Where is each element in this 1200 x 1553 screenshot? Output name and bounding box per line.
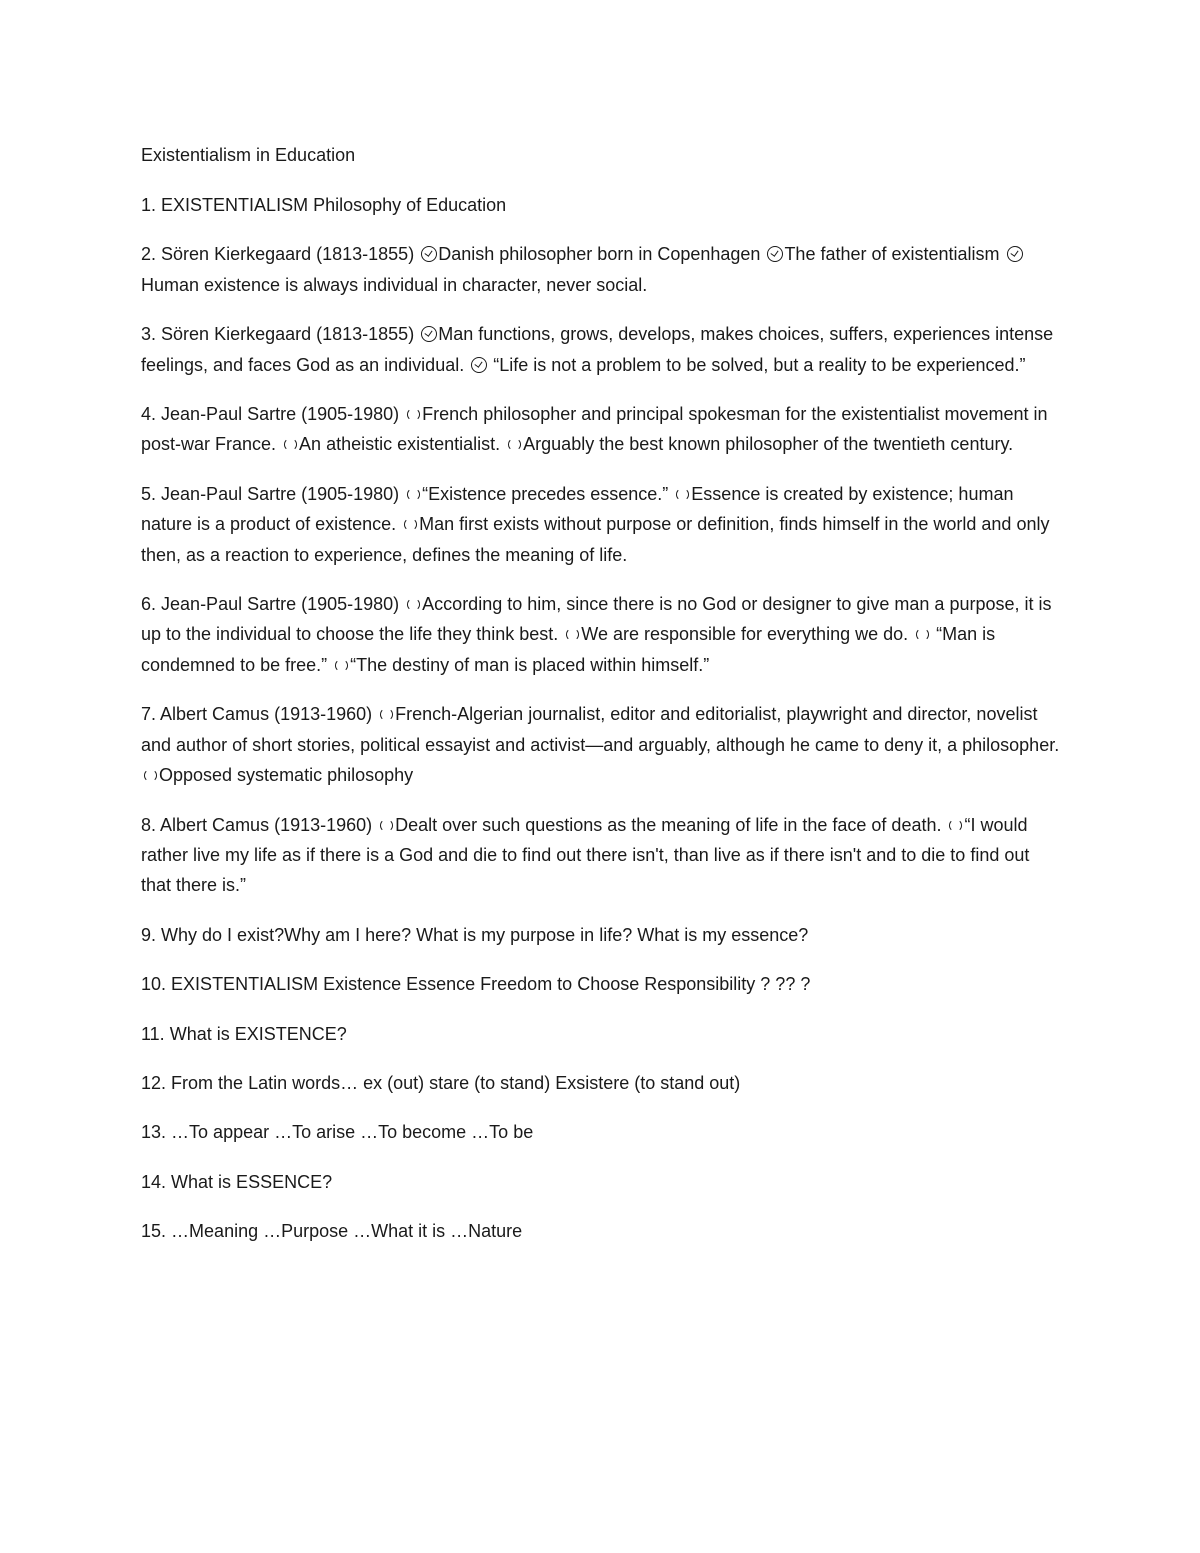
item-text: Albert Camus (1913-1960) (160, 704, 378, 725)
item-number: 10. (141, 974, 167, 995)
cycle-bullet-icon (916, 628, 929, 641)
item-number: 4. (141, 404, 157, 425)
list-item (141, 319, 1061, 380)
item-text: Why do I exist?Why am I here? What is my purpose in life? What is my essence? (161, 924, 809, 945)
item-text: Dealt over such questions as the meaning of life in the face of death. (395, 814, 947, 835)
item-text: “Existence precedes essence.” (422, 483, 674, 504)
cycle-bullet-icon (407, 598, 420, 611)
list-item (141, 699, 1061, 790)
list-item (141, 190, 1061, 220)
item-text: EXISTENTIALISM Philosophy of Education (161, 195, 507, 215)
cycle-bullet-icon (335, 659, 348, 672)
list-item (141, 1068, 1061, 1098)
globe-bullet-icon (421, 326, 437, 342)
cycle-bullet-icon (407, 408, 420, 421)
item-text: …To appear …To arise …To become …To be (171, 1122, 534, 1143)
item-text: From the Latin words… ex (out) stare (to stand) Exsistere (to stand out) (171, 1072, 741, 1093)
item-text: Danish philosopher born in Copenhagen (438, 244, 766, 265)
item-text: Essence is created by existence; human nature is a product of existence. (141, 483, 1014, 535)
item-text: Man functions, grows, develops, makes choices, suffers, experiences intense feelings, and faces God as an individual. (141, 324, 1054, 375)
list-item (141, 399, 1061, 460)
item-text: Sören Kierkegaard (1813-1855) (161, 324, 420, 345)
cycle-bullet-icon (676, 488, 689, 501)
list-item (141, 589, 1061, 680)
item-text: The father of existentialism (784, 244, 1005, 265)
item-text: An atheistic existentialist. (299, 434, 506, 455)
globe-bullet-icon (767, 246, 783, 262)
item-text: Jean-Paul Sartre (1905-1980) (161, 404, 405, 425)
globe-bullet-icon (421, 246, 437, 262)
item-text: According to him, since there is no God or designer to give man a purpose, it is up to the individual to choose the life they think best. (141, 594, 1052, 645)
cycle-bullet-icon (284, 438, 297, 451)
list-item (141, 969, 1061, 999)
item-number: 12. (141, 1072, 167, 1093)
item-text: Sören Kierkegaard (1813-1855) (161, 244, 420, 265)
item-text: Albert Camus (1913-1960) (160, 814, 378, 835)
list-item (141, 810, 1061, 901)
cycle-bullet-icon (380, 708, 393, 721)
item-number: 14. (141, 1171, 167, 1192)
item-number: 8. (141, 814, 157, 835)
item-number: 15. (141, 1221, 167, 1242)
item-text: What is ESSENCE? (171, 1171, 333, 1192)
item-text: Opposed systematic philosophy (159, 765, 414, 786)
item-number: 7. (141, 704, 157, 725)
item-text: What is EXISTENCE? (169, 1023, 347, 1044)
list-item (141, 1167, 1061, 1197)
item-text: “The destiny of man is placed within himself.” (350, 654, 710, 675)
cycle-bullet-icon (144, 769, 157, 782)
cycle-bullet-icon (380, 819, 393, 832)
item-text: French-Algerian journalist, editor and editorialist, playwright and director, novelist and author of short stories, political essayist and activist—and arguably, although he came to deny it, a philosopher. (141, 704, 1060, 755)
document-title: Existentialism in Education (141, 145, 356, 165)
item-text: Man first exists without purpose or definition, finds himself in the world and only then, as a reaction to experience, defines the meaning of life. (141, 514, 1050, 565)
item-text: French philosopher and principal spokesman for the existentialist movement in post-war France. (141, 404, 1048, 455)
list-item (141, 1216, 1061, 1246)
item-number: 2. (141, 244, 157, 265)
item-text: “Man is condemned to be free.” (141, 624, 996, 675)
globe-bullet-icon (1007, 246, 1023, 262)
globe-bullet-icon (471, 357, 487, 373)
item-number: 6. (141, 594, 157, 615)
item-number: 3. (141, 324, 157, 345)
item-number: 11. (141, 1023, 165, 1044)
cycle-bullet-icon (404, 518, 417, 531)
item-number: 9. (141, 924, 157, 945)
list-item (141, 239, 1061, 300)
item-text: Arguably the best known philosopher of the twentieth century. (523, 434, 1014, 455)
cycle-bullet-icon (949, 819, 962, 832)
list-item (141, 1019, 1061, 1049)
cycle-bullet-icon (508, 438, 521, 451)
item-number: 5. (141, 483, 157, 504)
item-text: Human existence is always individual in character, never social. (141, 274, 648, 295)
item-text: We are responsible for everything we do. (581, 624, 914, 645)
list-item (141, 1117, 1061, 1147)
item-text: Jean-Paul Sartre (1905-1980) (161, 483, 405, 504)
item-number: 1. (141, 195, 157, 215)
item-text: Jean-Paul Sartre (1905-1980) (161, 594, 405, 615)
item-text: EXISTENTIALISM Existence Essence Freedom to Choose Responsibility ? ?? ? (171, 974, 811, 995)
list-item (141, 920, 1061, 950)
item-text: “I would rather live my life as if there is a God and die to find out there isn't, than live as if there isn't and to die to find out that there is.” (141, 814, 1030, 896)
item-number: 13. (141, 1122, 167, 1143)
item-text: “Life is not a problem to be solved, but a reality to be experienced.” (488, 354, 1026, 375)
list-item (141, 479, 1061, 570)
cycle-bullet-icon (566, 628, 579, 641)
item-text: …Meaning …Purpose …What it is …Nature (171, 1221, 523, 1242)
cycle-bullet-icon (407, 488, 420, 501)
document-page (141, 140, 1061, 1266)
